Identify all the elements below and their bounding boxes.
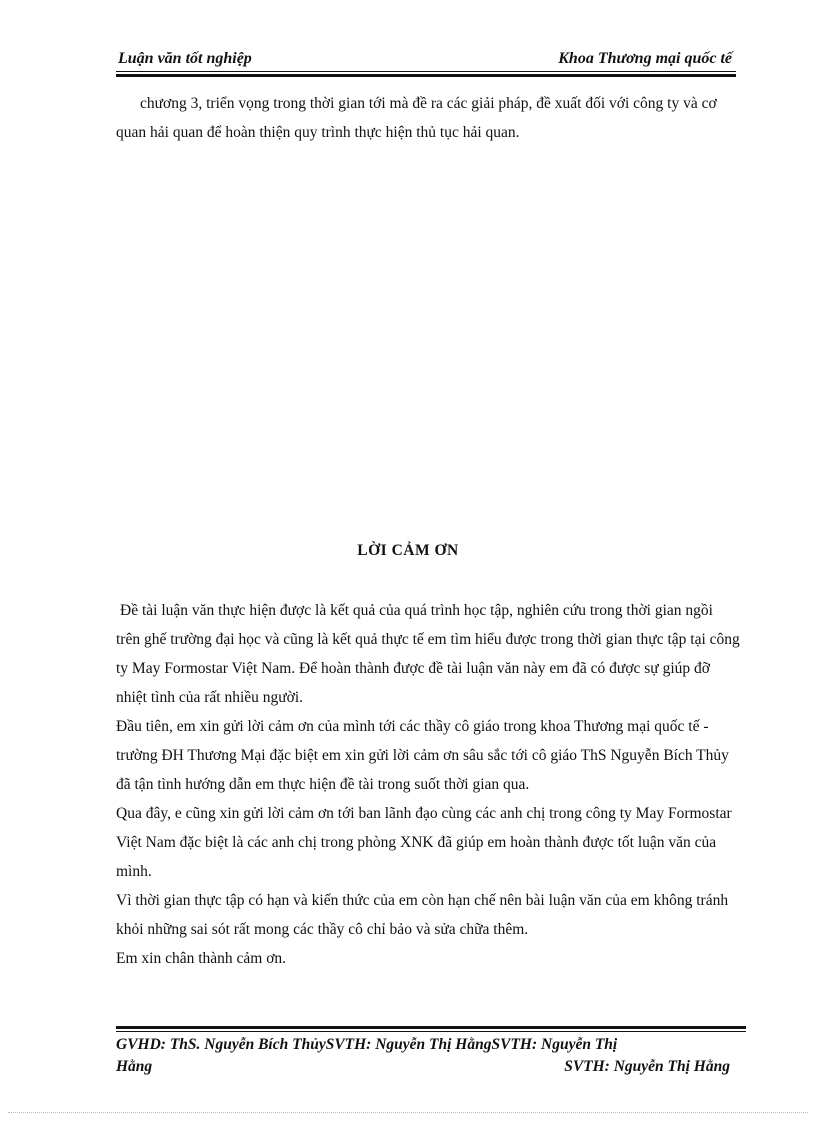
- page-bottom-border: [8, 1112, 808, 1114]
- paragraph-1: Đề tài luận văn thực hiện được là kết quả của quá trình học tập, nghiên cứu trong thời gian ngồi trên ghế trường đại học và cũng là kết quả thực tế em tìm hiểu được trong thời gian thực tập tại công ty May Formostar Việt Nam. Để hoàn thành được đề tài luận văn này em đã có được sự giúp đỡ nhiệt tình của rất nhiều người.: [116, 602, 740, 706]
- page-footer: [116, 1034, 746, 1078]
- footer-double-rule: [116, 1026, 746, 1032]
- paragraph-5: Em xin chân thành cảm ơn.: [116, 950, 287, 967]
- footer-student-label: SVTH: Nguyễn Thị Hằng: [564, 1058, 730, 1075]
- page-header: [116, 48, 736, 70]
- footer-name-continuation: Hằng: [116, 1058, 153, 1075]
- intro-paragraph: chương 3, triển vọng trong thời gian tới mà đề ra các giải pháp, đề xuất đối với công ty và cơ quan hải quan để hoàn thiện quy trình thực hiện thủ tục hải quan.: [116, 95, 717, 141]
- header-double-rule: [116, 71, 736, 77]
- section-title: LỜI CẢM ƠN: [357, 542, 459, 559]
- acknowledgement-body: [116, 596, 740, 973]
- paragraph-4: Vì thời gian thực tập có hạn và kiến thức của em còn hạn chế nên bài luận văn của em không tránh khỏi những sai sót rất mong các thầy cô chỉ bảo và sửa chữa thêm.: [116, 892, 729, 938]
- paragraph-2: Đầu tiên, em xin gửi lời cảm ơn của mình tới các thầy cô giáo trong khoa Thương mại quốc tế - trường ĐH Thương Mại đặc biệt em xin gửi lời cảm ơn sâu sắc tới cô giáo ThS Nguyễn Bích Thủy đã tận tình hướng dẫn em thực hiện đề tài trong suốt thời gian qua.: [116, 718, 729, 793]
- paragraph-3: Qua đây, e cũng xin gửi lời cảm ơn tới ban lãnh đạo cùng các anh chị trong công ty May Formostar Việt Nam đặc biệt là các anh chị trong phòng XNK đã giúp em hoàn thành được tốt luận văn của mình.: [116, 805, 732, 880]
- header-thesis-label: Luận văn tốt nghiệp: [118, 50, 252, 67]
- footer-advisor-line: GVHD: ThS. Nguyễn Bích ThủySVTH: Nguyễn Thị HằngSVTH: Nguyễn Thị: [116, 1036, 618, 1053]
- header-faculty-label: Khoa Thương mại quốc tế: [558, 50, 732, 67]
- footer-second-line: [116, 1056, 746, 1078]
